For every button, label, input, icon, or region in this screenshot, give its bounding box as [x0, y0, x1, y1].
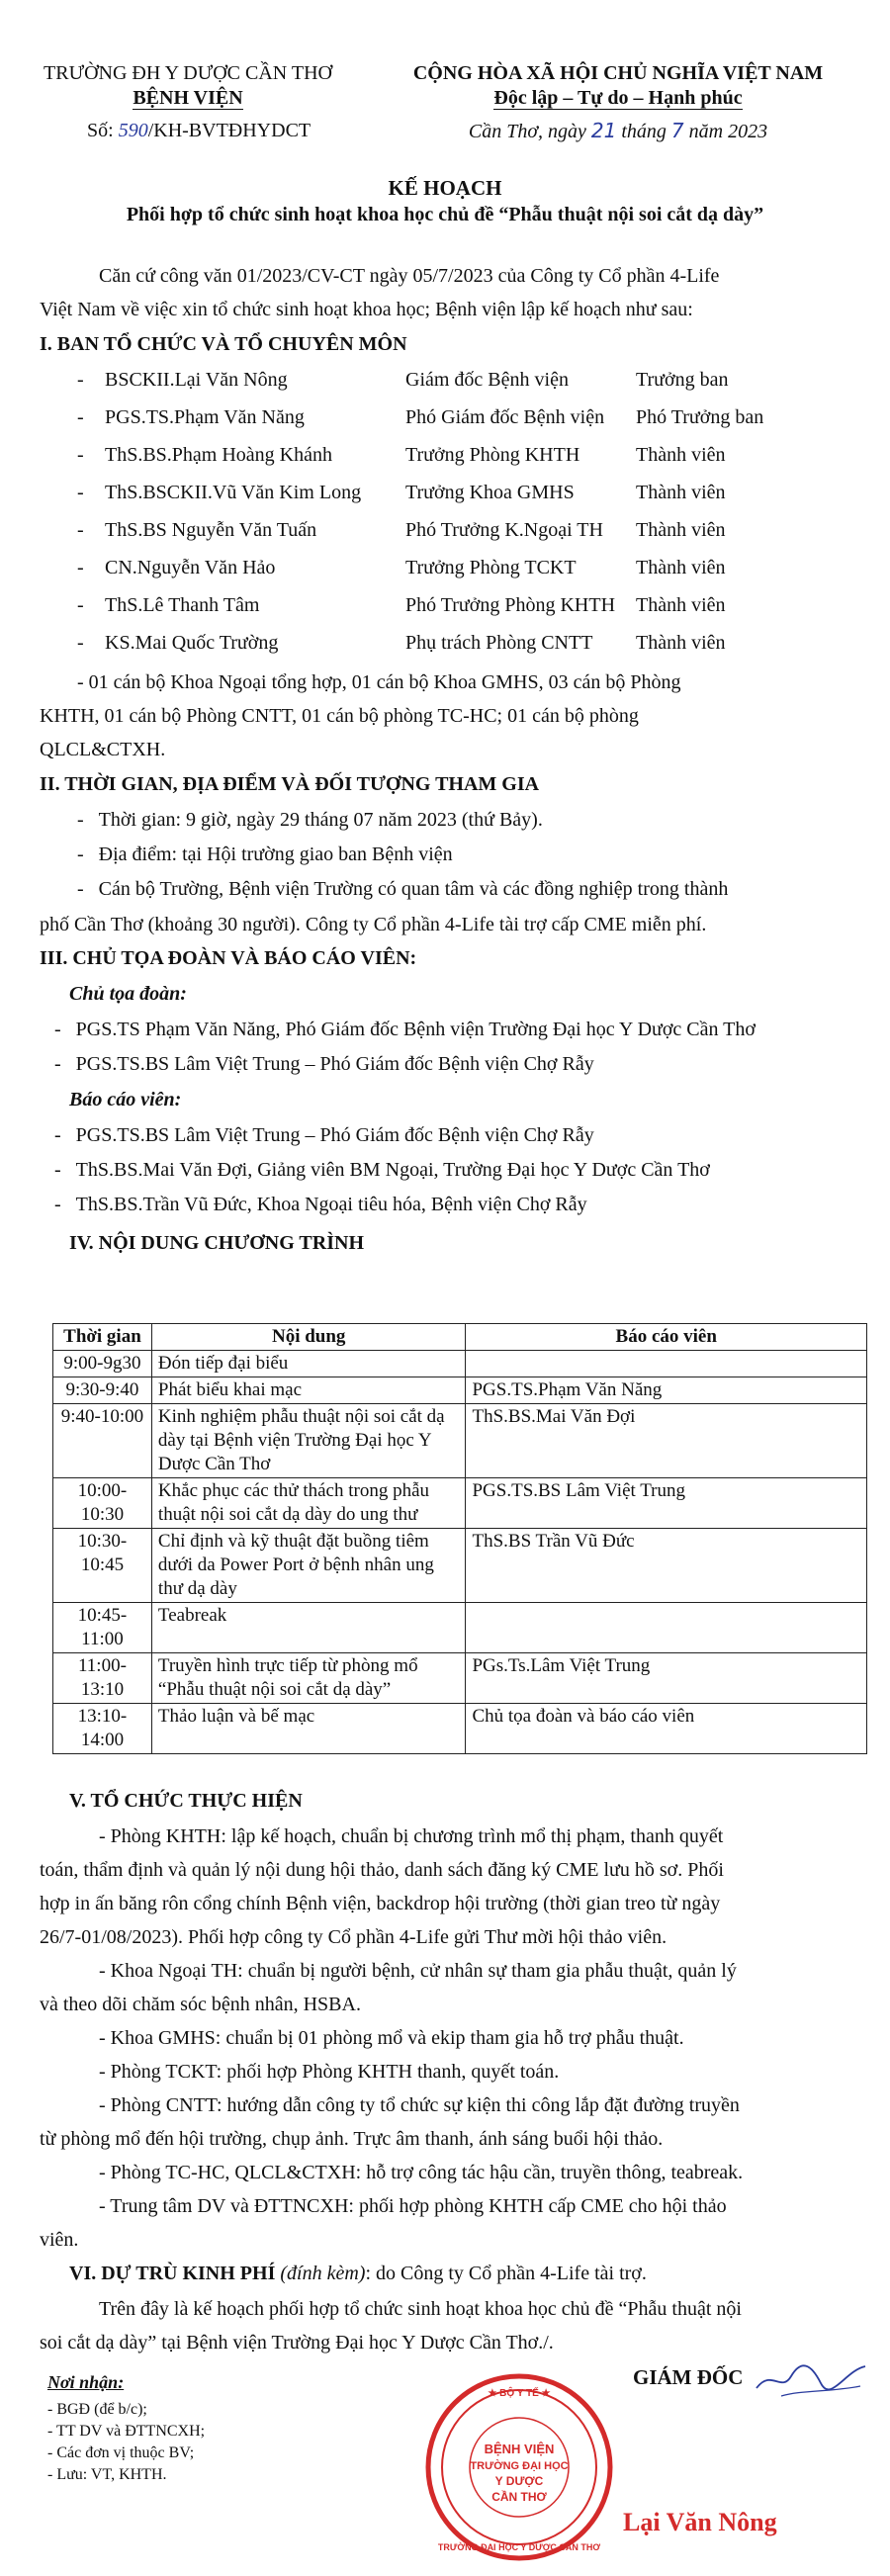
chair-heading: Chủ tọa đoàn:	[69, 983, 187, 1005]
col-header-speaker: Báo cáo viên	[466, 1324, 867, 1351]
member-row: - ThS.BS.Phạm Hoàng Khánh Trưởng Phòng KHTH Thành viên	[77, 444, 726, 466]
exec-line: 26/7-01/08/2023). Phối hợp công ty Cổ phần 4-Life gửi Thư mời hội thảo viên.	[40, 1926, 668, 1948]
time-line: - Thời gian: 9 giờ, ngày 29 tháng 07 năm 2023 (thứ Bảy).	[77, 809, 543, 831]
exec-line: viên.	[40, 2229, 79, 2251]
intro-line2: Việt Nam về việc xin tổ chức sinh hoạt khoa học; Bệnh viện lập kế hoạch như sau:	[40, 299, 693, 320]
country-name: CỘNG HÒA XÃ HỘI CHỦ NGHĨA VIỆT NAM	[412, 62, 824, 84]
official-seal-icon	[420, 2368, 618, 2566]
table-row: 9:40-10:00 Kinh nghiệm phẫu thuật nội soi cắt dạ dày tại Bệnh viện Trường Đại học Y Dược Cần Thơ ThS.BS.Mai Văn Đợi	[53, 1404, 867, 1478]
recipient-item: - TT DV và ĐTTNCXH;	[47, 2423, 206, 2440]
table-row: 11:00-13:10 Truyền hình trực tiếp từ phòng mổ “Phẫu thuật nội soi cắt dạ dày” PGs.Ts.Lâm Việt Trung	[53, 1653, 867, 1704]
national-motto: Độc lập – Tự do – Hạnh phúc	[493, 87, 743, 109]
section5-heading: V. TỔ CHỨC THỰC HIỆN	[69, 1790, 303, 1812]
recipient-item: - BGĐ (để b/c);	[47, 2401, 147, 2418]
table-header-row	[53, 1324, 867, 1351]
table-row: 13:10-14:00 Thảo luận và bế mạc Chủ tọa đoàn và báo cáo viên	[53, 1704, 867, 1754]
member-row: - PGS.TS.Phạm Văn Năng Phó Giám đốc Bệnh viện Phó Trưởng ban	[77, 406, 764, 428]
member-row: - ThS.Lê Thanh Tâm Phó Trưởng Phòng KHTH Thành viên	[77, 594, 726, 616]
exec-line: - Phòng TC-HC, QLCL&CTXH: hỗ trợ công tác hậu cần, truyền thông, teabreak.	[99, 2162, 744, 2183]
chair-item: - PGS.TS.BS Lâm Việt Trung – Phó Giám đốc Bệnh viện Chợ Rẫy	[54, 1053, 594, 1075]
participants-line1: - Cán bộ Trường, Bệnh viện Trường có quan tâm và các đồng nghiệp trong thành	[77, 878, 729, 900]
national-header	[361, 61, 875, 144]
col-header-time: Thời gian	[53, 1324, 152, 1351]
speaker-item: - ThS.BS.Trần Vũ Đức, Khoa Ngoại tiêu hóa, Bệnh viện Chợ Rẫy	[54, 1194, 587, 1215]
table-row: 9:30-9:40 Phát biểu khai mạc PGS.TS.Phạm Văn Năng	[53, 1377, 867, 1404]
section6-heading: VI. DỰ TRÙ KINH PHÍ (đính kèm): do Công ty Cổ phần 4-Life tài trợ.	[69, 2263, 647, 2284]
section1-heading: I. BAN TỔ CHỨC VÀ TỔ CHUYÊN MÔN	[40, 333, 407, 355]
section2-heading: II. THỜI GIAN, ĐỊA ĐIỂM VÀ ĐỐI TƯỢNG THAM GIA	[40, 773, 540, 795]
committee-note-line3: QLCL&CTXH.	[40, 739, 166, 760]
col-header-content: Nội dung	[151, 1324, 466, 1351]
chair-item: - PGS.TS Phạm Văn Năng, Phó Giám đốc Bệnh viện Trường Đại học Y Dược Cần Thơ	[54, 1019, 756, 1040]
org-line2: BỆNH VIỆN	[133, 87, 243, 109]
exec-line: và theo dõi chăm sóc bệnh nhân, HSBA.	[40, 1994, 361, 2015]
intro-line1: Căn cứ công văn 01/2023/CV-CT ngày 05/7/2023 của Công ty Cổ phần 4-Life	[99, 265, 720, 287]
table-row: 10:00-10:30 Khắc phục các thử thách trong phẫu thuật nội soi cắt dạ dày do ung thư PGS.TS.BS Lâm Việt Trung	[53, 1478, 867, 1529]
member-row: - ThS.BS Nguyễn Văn Tuấn Phó Trưởng K.Ngoại TH Thành viên	[77, 519, 726, 541]
doc-subtitle: Phối hợp tổ chức sinh hoạt khoa học chủ đề “Phẫu thuật nội soi cắt dạ dày”	[126, 204, 764, 225]
exec-line: hợp in ấn băng rôn cổng chính Bệnh viện, backdrop hội trường (thời gian treo từ ngày	[40, 1893, 721, 1914]
handwritten-signature-icon	[752, 2358, 870, 2403]
exec-line: - Khoa GMHS: chuẩn bị 01 phòng mổ và ekip tham gia hỗ trợ phẫu thuật.	[99, 2027, 684, 2049]
doc-title: KẾ HOẠCH	[388, 176, 502, 200]
signer-title: GIÁM ĐỐC	[633, 2365, 744, 2389]
svg-text:Y DƯỢC: Y DƯỢC	[494, 2474, 544, 2488]
svg-text:BỆNH VIỆN: BỆNH VIỆN	[484, 2442, 555, 2456]
exec-line: - Trung tâm DV và ĐTTNCXH: phối hợp phòng KHTH cấp CME cho hội thảo	[99, 2195, 727, 2217]
committee-note-line1: - 01 cán bộ Khoa Ngoại tổng hợp, 01 cán bộ Khoa GMHS, 03 cán bộ Phòng	[77, 671, 681, 693]
section3-heading: III. CHỦ TỌA ĐOÀN VÀ BÁO CÁO VIÊN:	[40, 947, 417, 969]
speaker-item: - ThS.BS.Mai Văn Đợi, Giảng viên BM Ngoại, Trường Đại học Y Dược Cần Thơ	[54, 1159, 710, 1181]
participants-line2: phố Cần Thơ (khoảng 30 người). Công ty Cổ phần 4-Life tài trợ cấp CME miễn phí.	[40, 914, 707, 935]
recipients-heading: Nơi nhận:	[47, 2372, 125, 2392]
svg-text:TRƯỜNG ĐẠI HỌC Y DƯỢC CẦN THƠ: TRƯỜNG ĐẠI HỌC Y DƯỢC CẦN THƠ	[437, 2542, 601, 2552]
member-row: - KS.Mai Quốc Trường Phụ trách Phòng CNTT Thành viên	[77, 632, 726, 654]
svg-text:★ BỘ Y TẾ ★: ★ BỘ Y TẾ ★	[488, 2388, 551, 2399]
speaker-heading: Báo cáo viên:	[69, 1089, 182, 1110]
committee-note-line2: KHTH, 01 cán bộ Phòng CNTT, 01 cán bộ phòng TC-HC; 01 cán bộ phòng	[40, 705, 639, 727]
recipients-block	[47, 2371, 205, 2486]
recipient-item: - Các đơn vị thuộc BV;	[47, 2444, 195, 2461]
svg-text:CẦN THƠ: CẦN THƠ	[491, 2490, 547, 2504]
exec-line: - Phòng CNTT: hướng dẫn công ty tổ chức sự kiện thi công lắp đặt đường truyền	[99, 2094, 740, 2116]
exec-line: từ phòng mổ đến hội trường, chụp ảnh. Trực âm thanh, ánh sáng buổi hội thảo.	[40, 2128, 664, 2150]
exec-line: - Phòng TCKT: phối hợp Phòng KHTH thanh, quyết toán.	[99, 2061, 560, 2083]
table-row: 9:00-9g30 Đón tiếp đại biểu	[53, 1351, 867, 1377]
member-row: - CN.Nguyễn Văn Hảo Trưởng Phòng TCKT Thành viên	[77, 557, 726, 578]
venue-line: - Địa điểm: tại Hội trường giao ban Bệnh viện	[77, 844, 453, 865]
program-table	[52, 1323, 867, 1754]
closing-line2: soi cắt dạ dày” tại Bệnh viện Trường Đại học Y Dược Cần Thơ./.	[40, 2332, 554, 2354]
closing-line1: Trên đây là kế hoạch phối hợp tổ chức sinh hoạt khoa học chủ đề “Phẫu thuật nội	[99, 2298, 742, 2320]
issue-date: Cần Thơ, ngày 21 tháng 7 năm 2023	[468, 119, 768, 142]
doc-number-handwritten: 590	[118, 120, 148, 141]
org-line1: TRƯỜNG ĐH Y DƯỢC CẦN THƠ	[44, 62, 332, 84]
table-row: 10:30-10:45 Chỉ định và kỹ thuật đặt buồng tiêm dưới da Power Port ở bệnh nhân ung thư dạ dày ThS.BS Trần Vũ Đức	[53, 1529, 867, 1603]
exec-line: toán, thẩm định và quản lý nội dung hội thảo, danh sách đăng ký CME lưu hồ sơ. Phối	[40, 1859, 724, 1881]
recipient-item: - Lưu: VT, KHTH.	[47, 2466, 167, 2483]
exec-line: - Khoa Ngoại TH: chuẩn bị người bệnh, cử nhân sự tham gia phẫu thuật, quản lý	[99, 1960, 737, 1982]
speaker-item: - PGS.TS.BS Lâm Việt Trung – Phó Giám đốc Bệnh viện Chợ Rẫy	[54, 1124, 594, 1146]
svg-text:TRƯỜNG ĐẠI HỌC: TRƯỜNG ĐẠI HỌC	[470, 2460, 569, 2472]
member-row: - BSCKII.Lại Văn Nông Giám đốc Bệnh viện Trưởng ban	[77, 369, 729, 391]
doc-number: Số: 590/KH-BVTĐHYDCT	[87, 120, 312, 141]
signer-name: Lại Văn Nông	[623, 2508, 777, 2536]
section4-heading: IV. NỘI DUNG CHƯƠNG TRÌNH	[69, 1232, 364, 1254]
member-row: - ThS.BSCKII.Vũ Văn Kim Long Trưởng Khoa GMHS Thành viên	[77, 482, 726, 503]
org-header	[40, 61, 336, 143]
table-row: 10:45-11:00 Teabreak	[53, 1603, 867, 1653]
exec-line: - Phòng KHTH: lập kế hoạch, chuẩn bị chương trình mổ thị phạm, thanh quyết	[99, 1825, 724, 1847]
